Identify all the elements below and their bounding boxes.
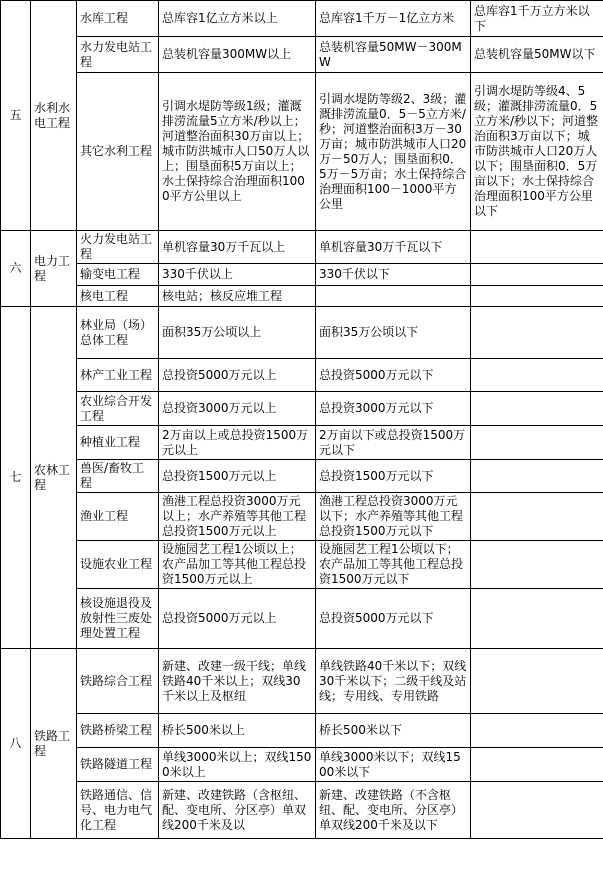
medium-scale-cell: 新建、改建铁路（不含枢纽、配、变电所、分区亭）单双线200千米及以下 (316, 782, 471, 839)
small-scale-cell (471, 649, 603, 714)
large-scale-cell: 渔港工程总投资3000万元以上；水产养殖等其他工程总投资1500万元以上 (159, 493, 316, 541)
project-name-cell: 火力发电站工程 (77, 231, 159, 264)
medium-scale-cell: 2万亩以下或总投资1500万元以下 (316, 426, 471, 460)
project-name-cell: 铁路综合工程 (77, 649, 159, 714)
table-row (1, 359, 603, 392)
project-name-cell: 铁路通信、信号、电力电气化工程 (77, 782, 159, 839)
small-scale-cell (471, 460, 603, 493)
section-category: 电力工程 (31, 231, 77, 307)
medium-scale-cell: 引调水堤防等级2、3级；灌溉排涝流量0．5－5立方米/秒；河道整治面积3万－30万亩；城市防洪城市人口20万－50万人；围垦面积0．5万－5万亩；水土保持综合治理面积100－1000平方公里 (316, 73, 471, 231)
large-scale-cell: 总投资5000万元以上 (159, 589, 316, 649)
medium-scale-cell: 总库容1千万－1亿立方米 (316, 1, 471, 37)
large-scale-cell: 新建、改建一级干线；单线铁路40千米以上；双线30千米以上及枢纽 (159, 649, 316, 714)
section-category: 农林工程 (31, 307, 77, 649)
table-row (1, 493, 603, 541)
large-scale-cell: 总投资1500万元以上 (159, 460, 316, 493)
table-row (1, 649, 603, 714)
small-scale-cell: 总库容1千万立方米以下 (471, 1, 603, 37)
large-scale-cell: 单机容量30万千瓦以上 (159, 231, 316, 264)
large-scale-cell: 引调水堤防等级1级；灌溉排涝流量5立方米/秒以上；河道整治面积30万亩以上；城市防洪城市人口50万人以上；围垦面积5万亩以上；水土保持综合治理面积1000平方公里以上 (159, 73, 316, 231)
medium-scale-cell: 330千伏以下 (316, 264, 471, 286)
medium-scale-cell: 面积35万公顷以下 (316, 307, 471, 359)
small-scale-cell: 总装机容量50MW以下 (471, 37, 603, 73)
medium-scale-cell: 单线铁路40千米以下；双线30千米以下；二级干线及站线；专用线、专用铁路 (316, 649, 471, 714)
large-scale-cell: 总投资3000万元以上 (159, 392, 316, 426)
small-scale-cell (471, 782, 603, 839)
small-scale-cell (471, 307, 603, 359)
project-name-cell: 渔业工程 (77, 493, 159, 541)
medium-scale-cell: 总投资5000万元以下 (316, 359, 471, 392)
large-scale-cell: 新建、改建铁路（含枢纽、配、变电所、分区亭）单双线200千米及以 (159, 782, 316, 839)
small-scale-cell (471, 493, 603, 541)
table-row (1, 748, 603, 782)
small-scale-cell (471, 748, 603, 782)
large-scale-cell: 总库容1亿立方米以上 (159, 1, 316, 37)
small-scale-cell (471, 589, 603, 649)
project-name-cell: 设施农业工程 (77, 541, 159, 589)
medium-scale-cell: 桥长500米以下 (316, 714, 471, 748)
medium-scale-cell: 总投资5000万元以下 (316, 589, 471, 649)
large-scale-cell: 面积35万公顷以上 (159, 307, 316, 359)
table-row (1, 1, 603, 37)
large-scale-cell: 设施园艺工程1公顷以上；农产品加工等其他工程总投资1500万元以上 (159, 541, 316, 589)
small-scale-cell (471, 541, 603, 589)
project-name-cell: 种植业工程 (77, 426, 159, 460)
medium-scale-cell: 总投资3000万元以下 (316, 392, 471, 426)
medium-scale-cell: 总投资1500万元以下 (316, 460, 471, 493)
project-name-cell: 其它水利工程 (77, 73, 159, 231)
section-number: 八 (1, 649, 31, 839)
medium-scale-cell: 设施园艺工程1公顷以下；农产品加工等其他工程总投资1500万元以下 (316, 541, 471, 589)
table-row (1, 392, 603, 426)
project-name-cell: 输变电工程 (77, 264, 159, 286)
large-scale-cell: 总装机容量300MW以上 (159, 37, 316, 73)
medium-scale-cell: 渔港工程总投资3000万元以下；水产养殖等其他工程总投资1500万元以下 (316, 493, 471, 541)
section-number: 六 (1, 231, 31, 307)
section-category: 铁路工程 (31, 649, 77, 839)
project-name-cell: 核设施退役及放射性三废处理处置工程 (77, 589, 159, 649)
table-row (1, 714, 603, 748)
project-name-cell: 铁路桥梁工程 (77, 714, 159, 748)
project-name-cell: 林业局（场）总体工程 (77, 307, 159, 359)
small-scale-cell (471, 264, 603, 286)
project-name-cell: 林产工业工程 (77, 359, 159, 392)
section-category: 水利水电工程 (31, 1, 77, 231)
project-name-cell: 铁路隧道工程 (77, 748, 159, 782)
project-name-cell: 水力发电站工程 (77, 37, 159, 73)
project-name-cell: 核电工程 (77, 286, 159, 307)
table-row (1, 231, 603, 264)
table-row (1, 264, 603, 286)
large-scale-cell: 单线3000米以上；双线1500米以上 (159, 748, 316, 782)
project-name-cell: 农业综合开发工程 (77, 392, 159, 426)
section-number: 七 (1, 307, 31, 649)
table-row (1, 589, 603, 649)
small-scale-cell: 引调水堤防等级4、5级；灌溉排涝流量0．5立方米/秒以下；河道整治面积3万亩以下；城市防洪城市人口20万人以下；围垦面积0．5万亩以下；水土保持综合治理面积100平方公里以下 (471, 73, 603, 231)
medium-scale-cell (316, 286, 471, 307)
large-scale-cell: 330千伏以上 (159, 264, 316, 286)
table-row (1, 541, 603, 589)
large-scale-cell: 核电站；核反应堆工程 (159, 286, 316, 307)
table-row (1, 307, 603, 359)
section-number: 五 (1, 1, 31, 231)
table-row (1, 286, 603, 307)
medium-scale-cell: 单线3000米以下；双线1500米以下 (316, 748, 471, 782)
large-scale-cell: 桥长500米以上 (159, 714, 316, 748)
small-scale-cell (471, 231, 603, 264)
table-row (1, 426, 603, 460)
small-scale-cell (471, 286, 603, 307)
project-name-cell: 水库工程 (77, 1, 159, 37)
table-row (1, 37, 603, 73)
large-scale-cell: 总投资5000万元以上 (159, 359, 316, 392)
medium-scale-cell: 单机容量30万千瓦以下 (316, 231, 471, 264)
small-scale-cell (471, 426, 603, 460)
table-row (1, 460, 603, 493)
table-row (1, 782, 603, 839)
medium-scale-cell: 总装机容量50MW－300MW (316, 37, 471, 73)
small-scale-cell (471, 359, 603, 392)
small-scale-cell (471, 392, 603, 426)
project-name-cell: 兽医/畜牧工程 (77, 460, 159, 493)
table-row (1, 73, 603, 231)
small-scale-cell (471, 714, 603, 748)
large-scale-cell: 2万亩以上或总投资1500万元以上 (159, 426, 316, 460)
